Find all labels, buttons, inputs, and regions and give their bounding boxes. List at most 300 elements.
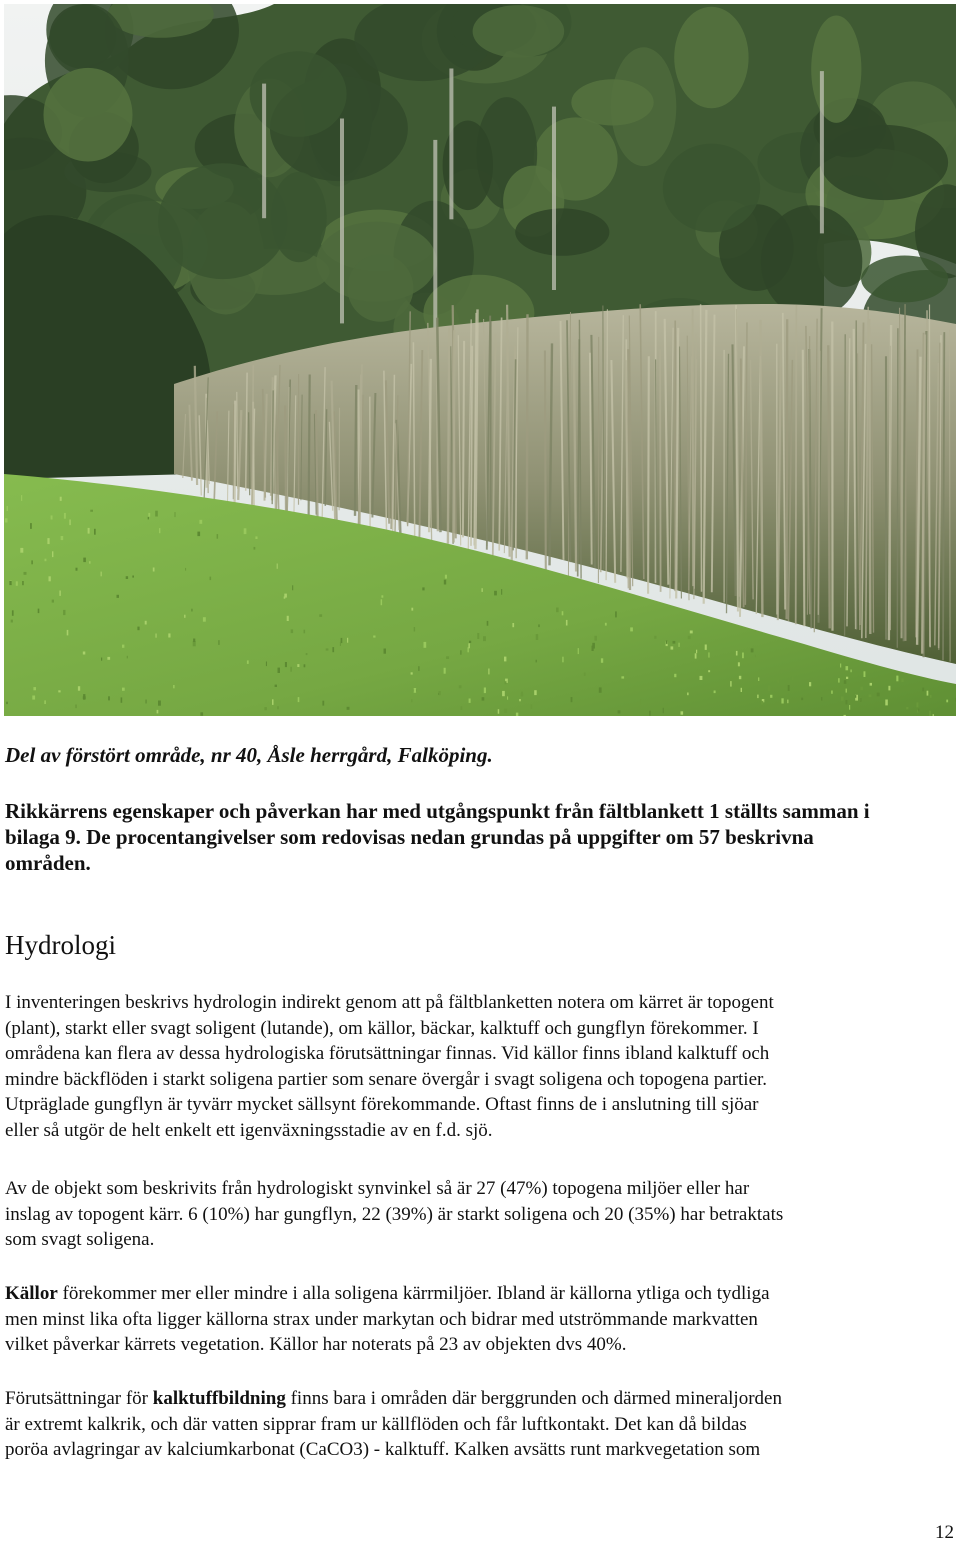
grass-blade (516, 713, 518, 716)
grass-blade (284, 594, 287, 598)
grass-blade (519, 699, 521, 701)
grass-blade (501, 589, 502, 595)
reed-stem (285, 406, 286, 514)
grass-blade (156, 634, 157, 638)
grass-blade (739, 676, 741, 679)
grass-blade (640, 699, 641, 704)
grass-blade (244, 528, 247, 534)
grass-blade (185, 568, 186, 571)
grass-blade (47, 538, 49, 544)
grass-blade (108, 696, 110, 700)
birch-trunk (433, 140, 437, 332)
grass-blade (340, 642, 341, 646)
intro-line: områden. (5, 851, 91, 875)
tree-foliage (44, 68, 133, 162)
grass-blade (534, 690, 537, 695)
grass-blade (601, 658, 603, 663)
grass-blade (78, 686, 80, 691)
grass-blade (218, 640, 219, 645)
grass-blade (504, 709, 507, 713)
grass-blade (512, 623, 514, 627)
grass-blade (411, 672, 413, 674)
grass-blade (304, 664, 306, 667)
grass-blade (285, 662, 287, 667)
grass-blade (687, 693, 689, 696)
grass-blade (275, 685, 277, 687)
grass-blade (930, 695, 932, 698)
grass-blade (148, 517, 149, 520)
grass-blade (287, 616, 289, 621)
grass-blade (483, 636, 486, 641)
birch-trunk (449, 69, 453, 220)
grass-blade (137, 627, 139, 631)
grass-blade (562, 611, 564, 615)
grass-blade (67, 630, 69, 636)
grass-blade (254, 547, 256, 550)
page-number: 12 (935, 1522, 954, 1543)
grass-blade (708, 652, 709, 657)
grass-blade (101, 658, 102, 661)
grass-blade (599, 687, 602, 692)
grass-blade (49, 576, 51, 581)
grass-blade (461, 706, 463, 710)
grass-blade (566, 620, 568, 626)
paragraph-line: inslag av topogent kärr. 6 (10%) har gungflyn, 22 (39%) är starkt soligena och 20 (35%) har betraktats (5, 1203, 784, 1225)
grass-blade (126, 576, 128, 579)
grass-blade (594, 636, 597, 641)
grass-blade (751, 648, 754, 652)
tree-foliage (473, 5, 565, 58)
reed-stem (272, 390, 273, 504)
grass-blade (494, 591, 497, 596)
tree-foliage (347, 254, 413, 322)
grass-blade (621, 676, 624, 678)
tree-foliage (271, 172, 327, 262)
grass-blade (122, 645, 124, 648)
reed-stem (701, 304, 702, 592)
reed-stem (845, 334, 846, 635)
paragraph-text: Förutsättningar för (5, 1388, 153, 1409)
grass-blade (381, 599, 383, 605)
grass-blade (32, 696, 35, 700)
grass-blade (61, 536, 64, 540)
grass-blade (347, 638, 348, 643)
reed-stem (902, 318, 903, 639)
grass-blade (838, 678, 839, 682)
grass-blade (439, 691, 441, 695)
grass-blade (418, 666, 419, 671)
grass-blade (477, 633, 479, 639)
intro-paragraph (5, 798, 955, 876)
grass-blade (846, 666, 849, 670)
grass-blade (298, 697, 300, 702)
term-kallor: Källor (5, 1283, 58, 1304)
grass-blade (946, 700, 948, 703)
grass-blade (63, 610, 65, 615)
paragraph-line: poröa avlagringar av kalciumkarbonat (CaCO3) - kalktuff. Kalken avsätts runt markvegetation som (5, 1439, 761, 1461)
grass-blade (384, 649, 387, 654)
grass-blade (60, 497, 62, 501)
grass-blade (38, 609, 40, 614)
grass-blade (846, 700, 848, 704)
grass-blade (197, 532, 200, 537)
grass-blade (787, 700, 788, 704)
grass-blade (901, 678, 903, 682)
tree-foliage (811, 15, 861, 122)
grass-blade (505, 681, 507, 684)
grass-blade (210, 577, 212, 581)
grass-blade (175, 512, 176, 517)
reed-stem (454, 330, 455, 542)
grass-blade (146, 700, 147, 704)
grass-blade (7, 506, 8, 511)
grass-blade (885, 700, 888, 706)
tree-foliage (861, 256, 948, 303)
grass-blade (292, 585, 293, 590)
grass-blade (444, 668, 446, 674)
grass-blade (148, 513, 150, 517)
grass-blade (488, 669, 489, 675)
grass-blade (255, 536, 257, 539)
grass-blade (673, 641, 676, 644)
grass-blade (75, 705, 77, 709)
grass-blade (326, 648, 329, 650)
grass-blade (831, 691, 833, 694)
reed-stem (693, 309, 694, 587)
grass-blade (521, 693, 524, 697)
birch-trunk (820, 71, 824, 233)
grass-blade (482, 697, 485, 700)
grass-blade (94, 529, 96, 535)
grass-blade (76, 568, 78, 571)
grass-blade (781, 698, 783, 703)
paragraph-kallor (5, 1281, 955, 1358)
grass-blade (319, 614, 322, 617)
birch-trunk (552, 107, 556, 290)
grass-blade (536, 660, 537, 663)
grass-blade (332, 647, 334, 652)
reed-stem (471, 346, 472, 546)
grass-blade (52, 551, 53, 557)
grass-blade (482, 588, 483, 592)
grass-blade (917, 702, 919, 707)
grass-blade (5, 518, 8, 522)
grass-blade (6, 702, 8, 704)
grass-blade (844, 680, 847, 684)
reed-stem (897, 328, 898, 648)
grass-blade (168, 633, 170, 637)
grass-blade (89, 561, 90, 564)
grass-blade (844, 715, 846, 716)
grass-blade (145, 621, 147, 625)
grass-blade (304, 630, 306, 634)
grass-blade (277, 564, 278, 569)
grass-blade (578, 648, 579, 654)
grass-blade (708, 670, 710, 672)
grass-blade (247, 660, 249, 664)
reed-stem (787, 319, 788, 619)
grass-blade (801, 698, 803, 701)
grass-blade (33, 687, 36, 690)
grass-blade (777, 679, 779, 683)
grass-blade (556, 608, 559, 613)
grass-blade (107, 657, 110, 660)
grass-blade (681, 711, 684, 714)
grass-blade (860, 687, 863, 691)
grass-blade (45, 559, 47, 562)
reed-stem (233, 404, 234, 499)
grass-blade (306, 653, 308, 655)
grass-blade (414, 627, 415, 632)
grass-blade (88, 528, 90, 534)
grass-blade (373, 636, 375, 638)
reed-stem (527, 314, 528, 559)
reed-stem (950, 330, 951, 662)
grass-blade (122, 688, 125, 691)
grass-blade (90, 510, 93, 512)
paragraph-line: eller så utgör de helt enkelt ett igenväxningsstadie av en f.d. sjö. (5, 1119, 493, 1141)
tree-foliage (674, 7, 748, 108)
grass-blade (666, 641, 668, 644)
grass-blade (83, 558, 86, 563)
grass-blade (618, 710, 621, 713)
grass-blade (906, 707, 908, 709)
wetland-photo-graphic (4, 4, 956, 716)
grass-blade (158, 701, 161, 706)
paragraph-line: Utpräglade gungflyn är tyvärr mycket sällsynt förekommande. Oftast finns de i anslutning till sjöar (5, 1094, 759, 1116)
grass-blade (444, 580, 446, 585)
grass-blade (58, 690, 60, 692)
paragraph-text: finns bara i områden där berggrunden och därmed mineraljorden (285, 1388, 782, 1409)
grass-blade (770, 695, 772, 698)
grass-blade (153, 568, 155, 572)
grass-blade (22, 581, 24, 585)
grass-blade (347, 707, 350, 710)
grass-blade (64, 513, 66, 519)
grass-blade (121, 697, 123, 702)
paragraph-hydrology-stats (5, 1176, 955, 1253)
grass-blade (83, 652, 86, 655)
grass-blade (484, 688, 486, 694)
grass-blade (538, 624, 539, 627)
grass-blade (272, 699, 274, 705)
grass-blade (649, 711, 651, 716)
grass-blade (502, 691, 505, 696)
tree-foliage (515, 208, 609, 255)
grass-blade (714, 691, 716, 694)
paragraph-line: som svagt soligena. (5, 1229, 155, 1251)
reed-stem (463, 341, 464, 538)
grass-blade (877, 693, 880, 697)
reed-stem (648, 356, 649, 594)
grass-blade (217, 534, 219, 539)
grass-blade (69, 520, 70, 526)
grass-blade (9, 581, 11, 585)
reed-stem (545, 351, 546, 573)
paragraph-line: är extremt kalkrik, och där vatten sipprar fram ur källflöden och får luftkontakt. Det kan då bildas (5, 1413, 747, 1435)
grass-blade (663, 708, 664, 713)
paragraph-line (5, 1281, 955, 1307)
reed-stem (796, 305, 797, 624)
grass-blade (24, 572, 27, 575)
grass-blade (592, 646, 594, 651)
grass-blade (278, 668, 281, 673)
grass-blade (507, 696, 508, 699)
wetland-photo (4, 4, 956, 716)
birch-trunk (340, 119, 344, 324)
grass-blade (504, 657, 506, 662)
grass-blade (605, 623, 607, 626)
grass-blade (654, 636, 656, 639)
paragraph-line: I inventeringen beskrivs hydrologin indirekt genom att på fältblanketten notera om kärret är topogent (5, 992, 774, 1013)
reed-stem (235, 401, 236, 503)
grass-blade (671, 646, 674, 649)
grass-blade (955, 698, 956, 702)
grass-blade (16, 581, 18, 586)
grass-blade (788, 685, 790, 691)
grass-blade (381, 595, 383, 597)
grass-blade (290, 667, 291, 672)
grass-blade (700, 676, 703, 680)
paragraph-line: Av de objekt som beskrivits från hydrologiskt synvinkel så är 27 (47%) topogena miljöer eller har (5, 1178, 750, 1199)
grass-blade (846, 677, 848, 679)
reed-stem (448, 328, 449, 544)
grass-blade (446, 656, 449, 659)
grass-blade (20, 548, 23, 553)
term-kalktuffbildning: kalktuffbildning (152, 1388, 286, 1409)
intro-line: bilaga 9. De procentangivelser som redovisas nedan grundas på uppgifter om 57 beskrivna (5, 825, 814, 849)
grass-blade (132, 576, 134, 578)
grass-blade (322, 701, 324, 706)
grass-blade (422, 587, 424, 590)
grass-blade (459, 685, 462, 688)
grass-blade (630, 711, 633, 716)
grass-blade (59, 591, 60, 596)
grass-blade (860, 698, 861, 702)
grass-blade (52, 600, 54, 603)
grass-blade (840, 664, 841, 668)
grass-blade (184, 615, 185, 618)
reed-stem (660, 349, 661, 592)
grass-blade (933, 714, 934, 716)
grass-blade (761, 701, 763, 704)
grass-blade (487, 621, 489, 626)
grass-blade (736, 651, 738, 656)
reed-stem (869, 319, 870, 634)
paragraph-line: (plant), starkt eller svagt soligent (lutande), om källor, bäckar, kalktuff och gungflyn förekommer. I (5, 1017, 759, 1039)
grass-blade (173, 685, 175, 688)
grass-blade (101, 572, 102, 577)
grass-blade (460, 650, 461, 654)
grass-blade (674, 674, 676, 677)
grass-blade (264, 707, 267, 710)
grass-blade (679, 643, 680, 647)
grass-blade (277, 706, 279, 709)
paragraph-line: områdena kan flera av dessa hydrologiska förutsättningar finnas. Vid källor finns ibland kalktuff och (5, 1043, 770, 1065)
grass-blade (12, 610, 14, 616)
grass-blade (688, 636, 691, 639)
grass-blade (584, 673, 586, 676)
grass-blade (127, 656, 128, 659)
birch-trunk (262, 84, 266, 219)
tree-foliage (761, 205, 862, 318)
grass-blade (821, 697, 822, 701)
grass-blade (929, 711, 931, 716)
grass-blade (157, 710, 159, 714)
grass-blade (291, 629, 293, 633)
paragraph-text: förekommer mer eller mindre i alla soligena kärrmiljöer. Ibland är källorna ytliga och tydliga (57, 1283, 770, 1304)
section-heading-hydrologi: Hydrologi (5, 930, 116, 960)
grass-blade (851, 670, 852, 673)
paragraph-kalktuff (5, 1386, 955, 1463)
grass-blade (792, 676, 794, 680)
grass-blade (758, 677, 759, 681)
tree-foliage (663, 144, 760, 233)
grass-blade (51, 515, 53, 519)
grass-blade (864, 671, 866, 677)
grass-blade (11, 620, 13, 623)
grass-blade (562, 657, 563, 663)
grass-blade (849, 705, 850, 710)
grass-blade (297, 664, 299, 667)
grass-blade (30, 523, 32, 529)
grass-blade (266, 662, 267, 667)
grass-blade (705, 645, 707, 650)
reed-stem (828, 345, 829, 628)
grass-blade (200, 712, 203, 716)
grass-blade (757, 695, 758, 699)
photo-caption: Del av förstört område, nr 40, Åsle herrgård, Falköping. (5, 743, 493, 767)
grass-blade (498, 709, 500, 714)
reed-stem (355, 385, 356, 516)
grass-blade (869, 695, 872, 698)
grass-blade (922, 688, 924, 692)
paragraph-line: men minst lika ofta ligger källorna strax under markytan och bidrar med utströmmande markvatten (5, 1308, 758, 1330)
grass-blade (191, 609, 192, 612)
grass-blade (742, 653, 744, 659)
grass-blade (768, 685, 771, 690)
grass-blade (193, 639, 195, 643)
grass-blade (896, 676, 898, 682)
grass-blade (615, 611, 617, 617)
grass-blade (630, 627, 633, 631)
grass-blade (83, 694, 85, 700)
grass-blade (21, 495, 22, 501)
paragraph-line: vilket påverkar kärrets vegetation. Källor har noterats på 23 av objekten dvs 40%. (5, 1334, 627, 1356)
grass-blade (696, 650, 697, 654)
grass-blade (809, 682, 811, 686)
grass-blade (927, 691, 929, 696)
paragraph-line: mindre bäckflöden i starkt soligena partier som senare övergår i svagt soligena och topogena partier. (5, 1068, 768, 1090)
grass-blade (755, 655, 756, 658)
grass-blade (855, 695, 856, 698)
grass-blade (571, 697, 573, 702)
grass-blade (741, 688, 742, 692)
grass-blade (424, 642, 427, 648)
grass-blade (155, 511, 158, 517)
grass-blade (841, 697, 844, 701)
grass-blade (44, 700, 46, 704)
grass-blade (695, 653, 697, 658)
grass-blade (468, 643, 470, 648)
grass-blade (888, 686, 890, 691)
grass-blade (870, 683, 872, 686)
grass-blade (203, 617, 206, 622)
grass-blade (469, 699, 471, 703)
grass-blade (531, 704, 533, 709)
grass-blade (738, 662, 740, 666)
grass-blade (445, 575, 447, 579)
